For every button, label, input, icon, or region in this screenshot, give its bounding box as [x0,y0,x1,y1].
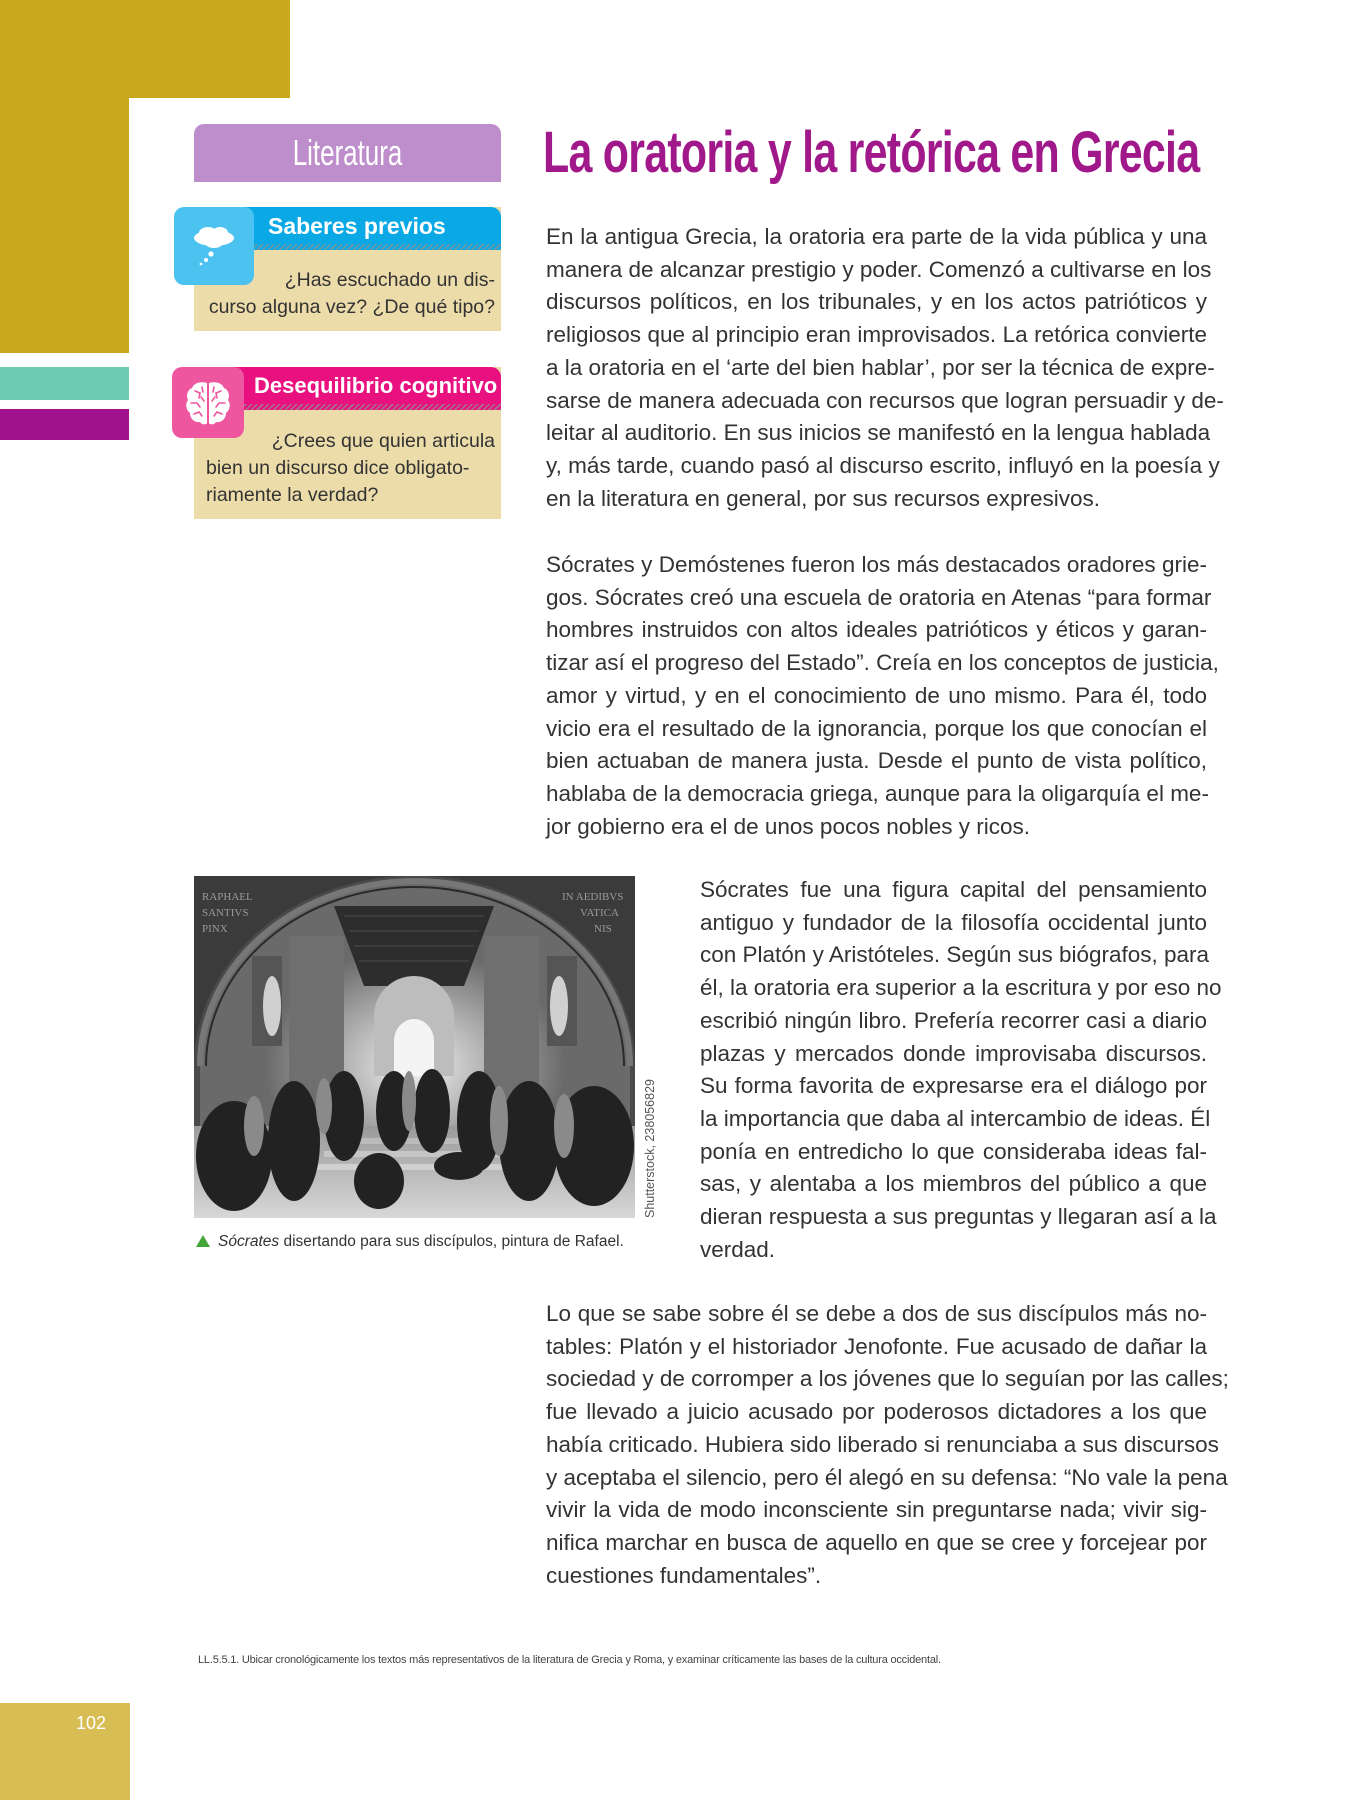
teal-accent-bar [0,367,129,400]
paragraph-4: Lo que se sabe sobre él se debe a dos de sus discípulos más no- tables: Platón y el historiador Jenofonte. Fue acusado de dañar la sociedad y de corromper a los jóvenes que lo seguían por las calles; fue llevado a juicio acusado por poderosos dictadores a los que había criticado. Hubiera sido liberado si renunciaba a sus discursos y aceptaba el silencio, pero él alegó en su defensa: “No vale la pena vivir la vida de modo inconsciente sin preguntarse nada; vivir sig- nifica marchar en busca de aquello en que se cree y forcejear por cuestiones fundamentales”. [546,1301,1229,1588]
desequilibrio-title: Desequilibrio cognitivo [254,373,498,398]
curriculum-standard-note: LL.5.5.1. Ubicar cronológicamente los textos más representativos de la literatura de Grecia y Roma, y examinar críticamente las bases de la cultura occidental. [198,1654,941,1666]
svg-text:SANTIVS: SANTIVS [202,907,249,919]
svg-text:PINX: PINX [202,923,228,935]
image-credit: Shutterstock, 238056829 [643,1079,657,1218]
caption-triangle-icon [196,1235,210,1247]
magenta-accent-bar [0,409,129,440]
section-label: Literatura [292,132,403,173]
paragraph-1: En la antigua Grecia, la oratoria era parte de la vida pública y una manera de alcanzar prestigio y poder. Comenzó a cultivarse en los discursos políticos, en los tribunales, y en los actos patrióticos y religiosos que al principio eran improvisados. La retórica convierte a la oratoria en el ‘arte del bien hablar’, por ser la técnica de expre- sarse de manera adecuada con recursos que logran persuadir y de- leitar al auditorio. En sus inicios se manifestó en la lengua hablada y, más tarde, cuando pasó al discurso escrito, influyó en la poesía y en la literatura en general, por sus recursos expresivos. [546,224,1224,511]
svg-text:VATICA: VATICA [580,907,619,919]
svg-text:NIS: NIS [594,923,612,935]
saberes-previos-question: ¿Has escuchado un dis- curso alguna vez? ¿De qué tipo? [208,269,495,318]
school-of-athens-image [194,876,635,1218]
page-number: 102 [75,1713,106,1733]
section-tab [194,124,501,182]
page-title: La oratoria y la retórica en Grecia [543,120,1200,185]
desequilibrio-question: ¿Crees que quien articula bien un discurso dice obligato- riamente la verdad? [206,430,495,506]
page-number-block [0,1703,130,1800]
saberes-previos-title: Saberes previos [268,213,446,239]
desequilibrio-cognitivo-box [194,367,501,519]
saberes-previos-box [194,207,501,331]
paragraph-2: Sócrates y Demóstenes fueron los más destacados oradores grie- gos. Sócrates creó una escuela de oratoria en Atenas “para formar hombres instruidos con altos ideales patrióticos y éticos y garan- tizar así el progreso del Estado”. Creía en los conceptos de justicia, amor y virtud, y en el conocimiento de uno mismo. Para él, todo vicio era el resultado de la ignorancia, porque los que conocían el bien actuaban de manera justa. Desde el punto de vista político, hablaba de la democracia griega, aunque para la oligarquía el me- jor gobierno era el de unos pocos nobles y ricos. [546,552,1219,839]
svg-text:IN AEDIBVS: IN AEDIBVS [562,891,624,903]
figure-caption: Sócrates disertando para sus discípulos, pintura de Rafael. [196,1233,624,1251]
paragraph-3: Sócrates fue una figura capital del pensamiento antiguo y fundador de la filosofía occidental junto con Platón y Aristóteles. Según sus biógrafos, para él, la oratoria era superior a la escritura y por eso no escribió ningún libro. Prefería recorrer casi a diario plazas y mercados donde improvisaba discursos. Su forma favorita de expresarse era el diálogo por la importancia que daba al intercambio de ideas. Él ponía en entredicho lo que consideraba ideas fal- sas, y alentaba a los miembros del público a que dieran respuesta a sus preguntas y llegaran así a la verdad. [700,877,1222,1262]
svg-text:RAPHAEL: RAPHAEL [202,891,253,903]
gold-side-bar [0,0,129,353]
